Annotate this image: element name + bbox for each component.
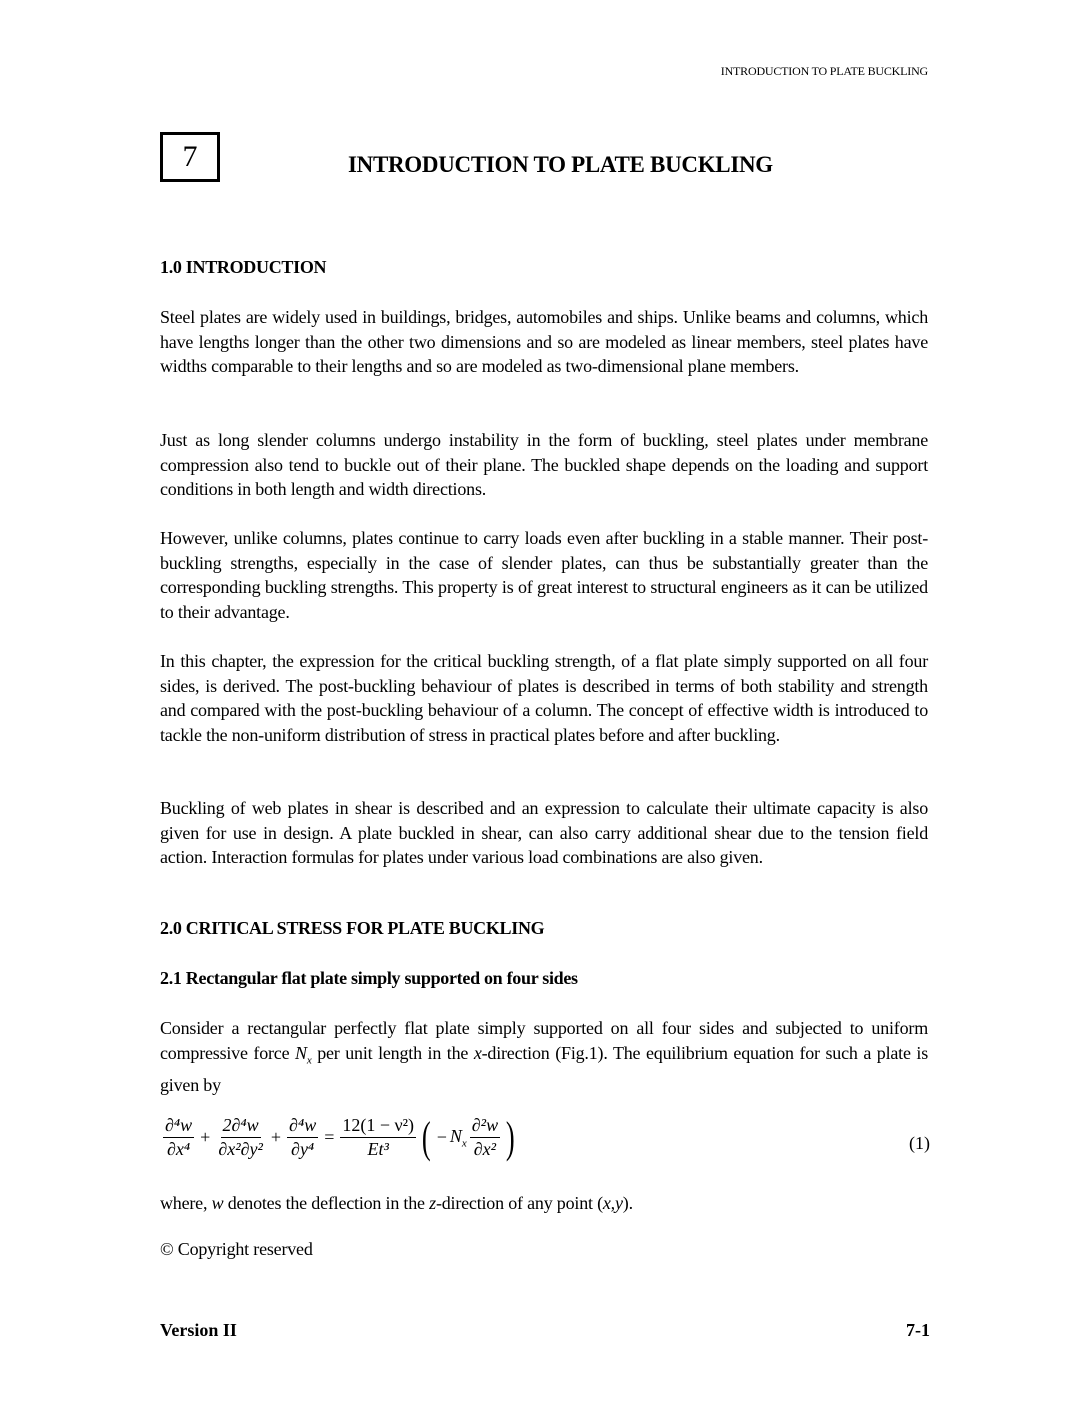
footer-version: Version II	[160, 1320, 237, 1340]
equation-body: $\frac{\text{∂⁴w}}{\text{∂x⁴}}$ + $\frac{\text{2∂⁴w}}{\text{∂x²∂y²}}$ + $\frac{\text{∂⁴w}}{\text{∂y⁴}}$ = $\frac{\text{12(1 − ν²)}}{\text{Et³}}$ ( − $N_x$ $\frac{\text{∂²w}}{\text{∂x²}}$ )	[165, 1112, 515, 1162]
section-2-1-heading	[160, 968, 928, 989]
paragraph-text: However, unlike columns, plates continue to carry loads even after buckling in a stable manner. Their post-buckling strengths, especially in the case of slender plates, can thus be substantially greater than the corresponding buckling strengths. This property is of great interest to structural engineers as it can be utilized to their advantage.	[160, 528, 928, 622]
section-1-heading	[160, 257, 928, 278]
footer-page-number: 7-1	[906, 1320, 930, 1340]
equation-1	[160, 1112, 930, 1175]
running-header: INTRODUCTION TO PLATE BUCKLING	[720, 64, 928, 78]
paragraph-text: where, w denotes the deflection in the z-direction of any point (x,y).	[160, 1193, 633, 1213]
paragraph-6	[160, 1016, 928, 1097]
heading-introduction: 1.0 INTRODUCTION	[160, 257, 327, 277]
paragraph-text: Buckling of web plates in shear is described and an expression to calculate their ultimate capacity is also given for use in design. A plate buckled in shear, can also carry additional shear due to the tension field action. Interaction formulas for plates under various load combinations are also given.	[160, 798, 928, 867]
paragraph-text: Just as long slender columns undergo instability in the form of buckling, steel plates under membrane compression also tend to buckle out of their plane. The buckled shape depends on the loading and support conditions in both length and width directions.	[160, 430, 928, 499]
paragraph-text: Consider a rectangular perfectly flat plate simply supported on all four sides and subjected to uniform compressive force $N_x$ per unit length in the x-direction (Fig.1). The equilibrium equation for such a plate is given by	[160, 1018, 929, 1095]
chapter-number-box	[160, 132, 220, 182]
paragraph-5	[160, 796, 928, 870]
paragraph-text: In this chapter, the expression for the critical buckling strength, of a flat plate simply supported on all four sides, is derived. The post-buckling behaviour of plates is described in terms of both stability and strength and compared with the post-buckling behaviour of a column. The concept of effective width is introduced to tackle the non-uniform distribution of stress in practical plates before and after buckling.	[160, 651, 928, 745]
copyright-text: © Copyright reserved	[160, 1239, 313, 1259]
equation-explanation	[160, 1191, 928, 1216]
chapter-title: INTRODUCTION TO PLATE BUCKLING	[348, 152, 773, 177]
section-2-heading	[160, 918, 928, 939]
heading-critical-stress: 2.0 CRITICAL STRESS FOR PLATE BUCKLING	[160, 918, 545, 938]
paragraph-3	[160, 526, 928, 624]
paragraph-text: Steel plates are widely used in buildings, bridges, automobiles and ships. Unlike beams and columns, which have lengths longer than the other two dimensions and so are modeled as linear members, steel plates have widths comparable to their lengths and so are modeled as two-dimensional plane members.	[160, 307, 928, 376]
copyright-notice	[160, 1237, 928, 1262]
paragraph-4	[160, 649, 928, 747]
equation-number: (1)	[909, 1133, 930, 1153]
paragraph-2	[160, 428, 928, 502]
paragraph-1	[160, 305, 928, 379]
subheading-rectangular-plate: 2.1 Rectangular flat plate simply supported on four sides	[160, 968, 578, 988]
chapter-number: 7	[182, 140, 198, 173]
